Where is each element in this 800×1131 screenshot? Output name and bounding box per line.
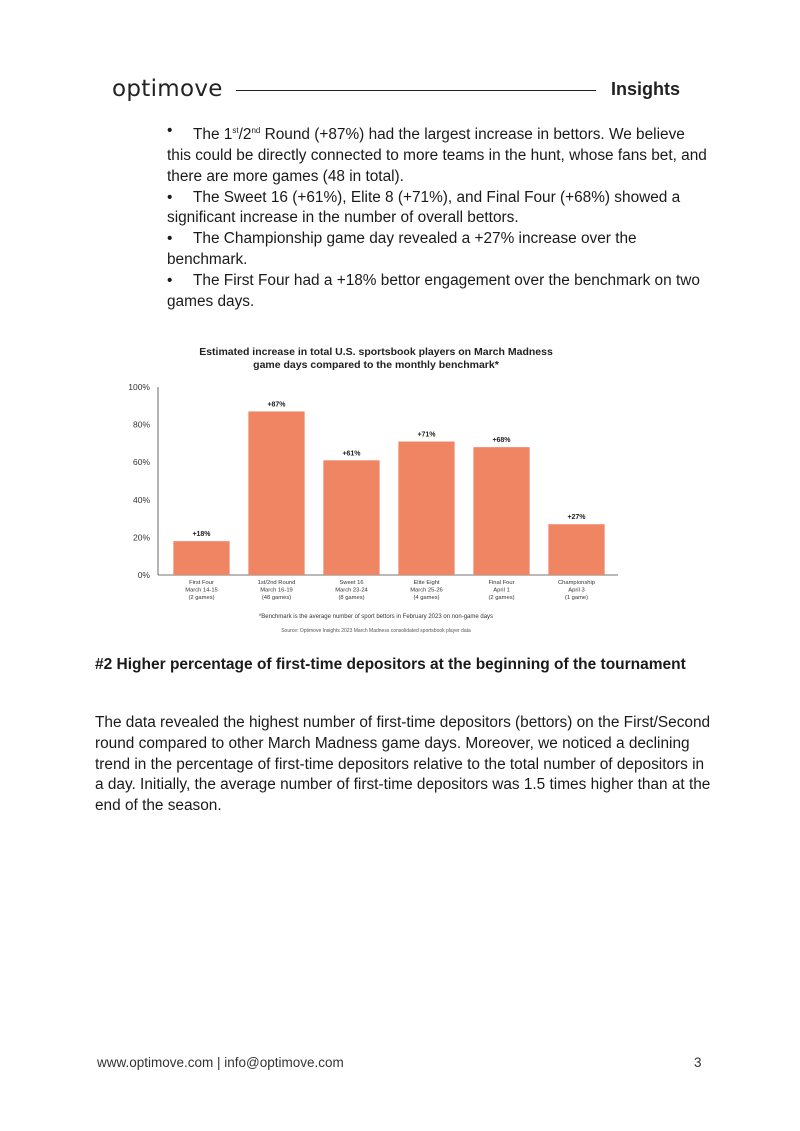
chart-bar [248,411,304,575]
x-tick-label: (2 games) [188,595,215,601]
x-tick-label: March 23-24 [335,587,368,594]
x-tick-label: Final Four [488,580,515,586]
y-tick-label: 80% [132,419,150,430]
bullet-text: /2 [238,126,252,144]
x-tick-label: 1st/2nd Round [257,580,296,586]
x-tick-label: (2 games) [488,595,515,601]
bullet-dot-icon: • [167,271,173,289]
bullet-text: Round (+87%) had the largest increase in bettors. We believe this could be directly connected to more teams in the hunt, whose fans bet, and there are more games (48 in total). [167,126,707,185]
section-body: The data revealed the highest number of first-time depositors (bettors) on the First/Second round compared to other March Madness game days. Moreover, we noticed a declining trend in the percentage of first-time depositors relative to the total number of depositors in a day. Initially, the average number of first-time depositors was 1.5 times higher than at the end of the season. [95,714,711,815]
chart-title: game days compared to the monthly benchmark* [253,359,499,371]
y-tick-label: 60% [132,457,150,468]
optimove-logo: optimove [112,76,223,102]
superscript: st [232,126,239,135]
x-tick-label: (4 games) [413,595,440,601]
x-tick-label: March 25-26 [410,587,443,594]
bar-chart [118,340,638,640]
bullet-list [167,121,707,312]
bullet-dot-icon: • [167,230,173,248]
header-rule [236,90,596,91]
bullet-dot-icon: • [167,122,173,139]
x-tick-label: April 3 [568,587,585,594]
chart-bar [173,541,229,575]
x-tick-label: First Four [189,580,214,586]
x-tick-label: Elite Eight [413,580,440,586]
chart-footnote: *Benchmark is the average number of sport bettors in February 2023 on non-game days [258,614,494,620]
chart-bar [323,460,379,575]
chart-source: Source: Optimove Insights 2023 March Madness consolidated sportsbook player data [281,628,471,634]
bullet-item [167,121,707,188]
header-section-label: Insights [610,79,680,99]
bullet-item [167,271,707,313]
bullet-text: The Championship game day revealed a +27% increase over the benchmark. [167,230,637,268]
x-tick-label: (1 game) [564,595,589,601]
chart-title: Estimated increase in total U.S. sportsbook players on March Madness [199,346,553,358]
bullet-item [167,188,707,230]
bullet-text: The Sweet 16 (+61%), Elite 8 (+71%), and Final Four (+68%) showed a significant increase in the number of overall bettors. [167,188,681,227]
x-tick-label: (48 games) [261,595,292,601]
data-label: +71% [417,431,436,439]
x-tick-label: (8 games) [338,595,365,601]
y-tick-label: 20% [132,532,150,543]
page-number: 3 [694,1055,702,1070]
chart-bar [548,524,604,575]
chart-bar [398,442,454,575]
bullet-dot-icon: • [167,188,173,206]
superscript: nd [251,126,261,135]
x-tick-label: March 16-19 [260,587,293,594]
bullet-item [167,229,707,271]
data-label: +18% [192,531,211,539]
chart-bar [473,447,529,575]
bullet-text: The 1 [193,126,233,144]
y-tick-label: 0% [137,570,150,580]
data-label: +61% [342,450,361,458]
data-label: +87% [267,401,286,409]
x-tick-label: April 1 [493,587,510,594]
data-label: +27% [567,514,586,522]
x-tick-label: Sweet 16 [339,580,364,586]
y-tick-label: 40% [132,494,150,505]
x-tick-label: March 14-15 [185,587,218,594]
page-header [112,76,684,106]
data-label: +68% [492,437,511,445]
y-tick-label: 100% [128,382,150,392]
x-tick-label: Championship [557,580,596,586]
footer-contact: www.optimove.com | info@optimove.com [97,1055,344,1070]
section-heading: #2 Higher percentage of first-time depositors at the beginning of the tournament [95,656,686,673]
bullet-text: The First Four had a +18% bettor engagement over the benchmark on two games days. [167,271,700,310]
